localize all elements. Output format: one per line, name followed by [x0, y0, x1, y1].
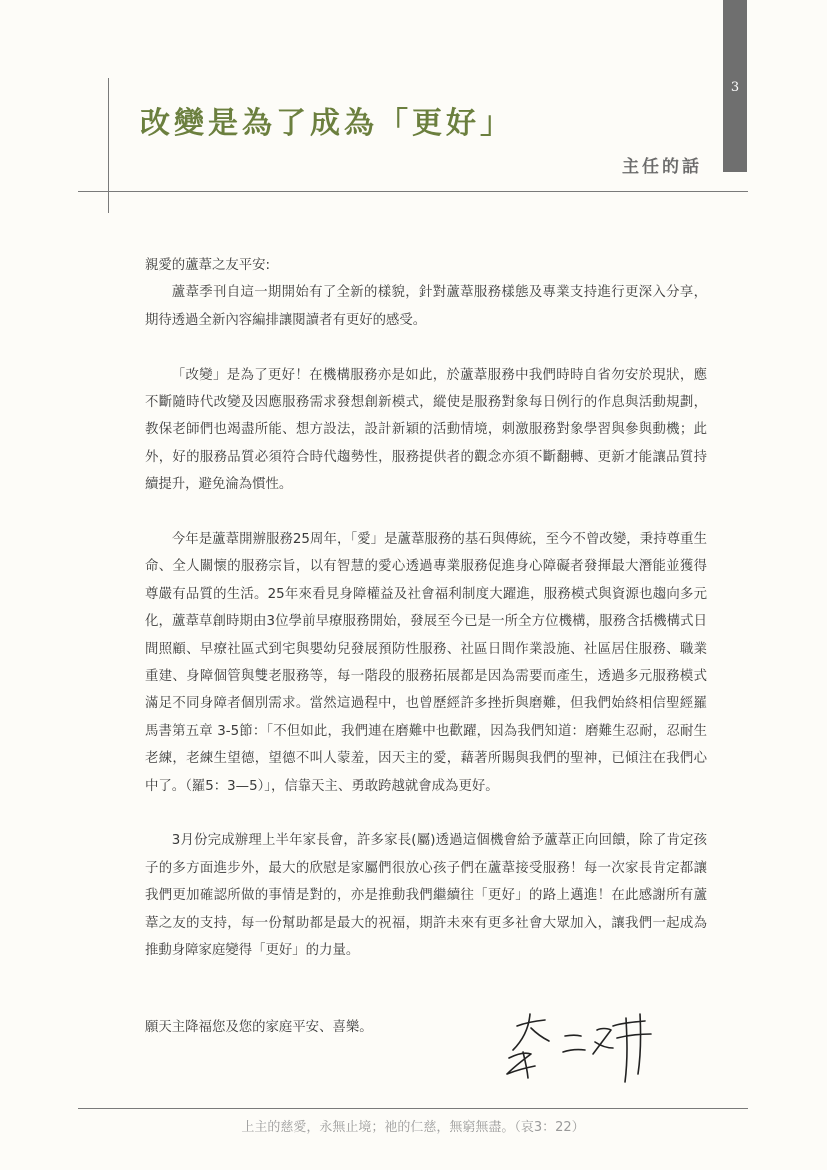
paragraph-2: 「改變」是為了更好！在機構服務亦是如此，於蘆葦服務中我們時時自省勿安於現狀，應不斷隨時代改變及因應服務需求發想創新模式，縱使是服務對象每日例行的作息與活動規劃，教保老師們也竭盡所能、想方設法，設計新穎的活動情境，刺激服務對象學習與參與動機；此外，好的服務品質必須符合時代趨勢性，服務提供者的觀念亦須不斷翻轉、更新才能讓品質持續提升，避免淪為慣性。	[145, 367, 707, 493]
signature-image	[495, 1008, 665, 1083]
page-number: 3	[730, 80, 740, 95]
section-label: 主任的話	[622, 157, 702, 177]
paragraph-4: 3月份完成辦理上半年家長會，許多家長(屬)透過這個機會給予蘆葦正向回饋，除了肯定孩子的多方面進步外，最大的欣慰是家屬們很放心孩子們在蘆葦接受服務！每一次家長肯定都讓我們更加確認所做的事情是對的，亦是推動我們繼續往「更好」的路上邁進！在此感謝所有蘆葦之友的支持，每一份幫助都是最大的祝福，期許未來有更多社會大眾加入，讓我們一起成為推動身障家庭變得「更好」的力量。	[145, 833, 707, 959]
closing-blessing: 願天主降福您及您的家庭平安、喜樂。	[145, 1020, 373, 1035]
page-title: 改變是為了成為「更好」	[140, 106, 514, 141]
footer-verse: 上主的慈愛，永無止境；祂的仁慈，無窮無盡。（哀3：22）	[241, 1120, 585, 1135]
header-horizontal-rule	[78, 191, 748, 192]
footer-rule	[78, 1108, 748, 1109]
paragraph-3: 今年是蘆葦開辦服務25周年，「愛」是蘆葦服務的基石與傳統，至今不曾改變，秉持尊重生命、全人關懷的服務宗旨，以有智慧的愛心透過專業服務促進身心障礙者發揮最大潛能並獲得尊嚴有品質的生活。25年來看見身障權益及社會福利制度大躍進，服務模式與資源也趨向多元化，蘆葦草創時期由3位學前早療服務開始，發展至今已是一所全方位機構，服務含括機構式日間照顧、早療社區式到宅與嬰幼兒發展預防性服務、社區日間作業設施、社區居住服務、職業重建、身障個管與雙老服務等，每一階段的服務拓展都是因為需要而產生，透過多元服務模式滿足不同身障者個別需求。當然這過程中，也曾歷經許多挫折與磨難，但我們始終相信聖經羅馬書第五章 3-5節：「不但如此，我們連在磨難中也歡躍，因為我們知道：磨難生忍耐，忍耐生老練，老練生望德，望德不叫人蒙羞，因天主的愛，藉著所賜與我們的聖神，已傾注在我們心中了。（羅5：3—5）」，信靠天主、勇敢跨越就會成為更好。	[145, 532, 707, 794]
paragraph-1: 蘆葦季刊自這一期開始有了全新的樣貌，針對蘆葦服務樣態及專業支持進行更深入分享，期待透過全新內容編排讓閱讀者有更好的感受。	[145, 285, 707, 328]
letter-body	[145, 252, 707, 965]
header-vertical-rule	[108, 78, 109, 213]
salutation: 親愛的蘆葦之友平安:	[145, 258, 271, 273]
